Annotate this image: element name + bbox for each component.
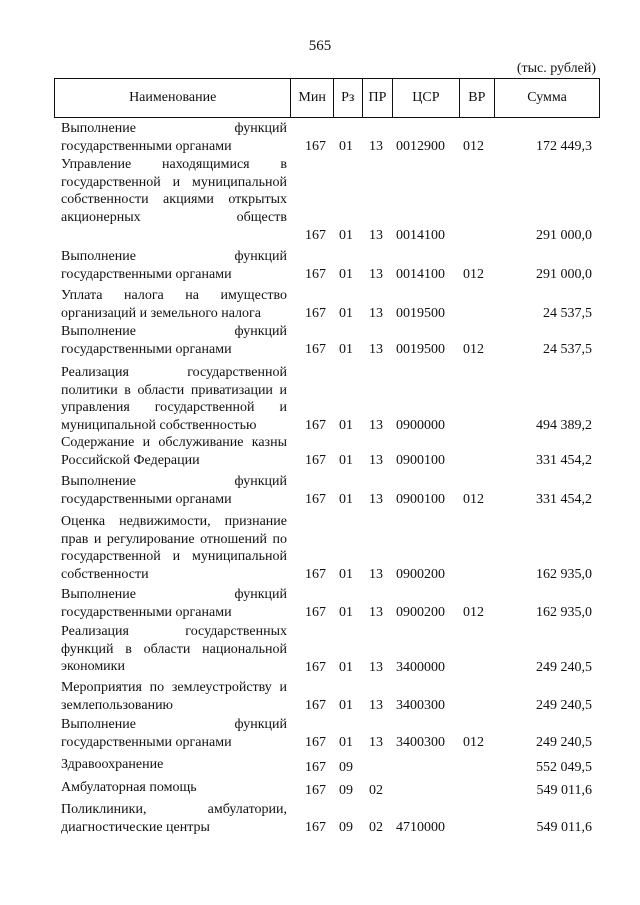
row-rz: 01 (339, 697, 353, 713)
row-min: 167 (305, 566, 326, 582)
row-pr: 13 (369, 604, 383, 620)
row-pr: 02 (369, 819, 383, 835)
row-min: 167 (305, 341, 326, 357)
table-row (0, 156, 640, 244)
row-pr: 02 (369, 782, 383, 798)
row-sum: 249 240,5 (536, 697, 592, 713)
table-row (0, 716, 640, 751)
row-name: Мероприятия по землеустройству и землепользованию (61, 680, 287, 713)
row-pr: 13 (369, 491, 383, 507)
row-min: 167 (305, 417, 326, 433)
row-name: Выполнение функций государственными органами (61, 587, 287, 620)
row-name: Выполнение функций государственными органами (61, 474, 287, 507)
row-csr: 0014100 (396, 227, 445, 243)
row-rz: 01 (339, 341, 353, 357)
row-min: 167 (305, 452, 326, 468)
row-csr: 4710000 (396, 819, 445, 835)
table-row (0, 623, 640, 676)
row-rz: 01 (339, 417, 353, 433)
row-vr: 012 (463, 266, 484, 282)
row-min: 167 (305, 305, 326, 321)
table-row (0, 287, 640, 322)
row-csr: 0900000 (396, 417, 445, 433)
row-csr: 0019500 (396, 341, 445, 357)
row-rz: 01 (339, 734, 353, 750)
row-vr: 012 (463, 491, 484, 507)
row-name: Выполнение функций государственными органами (61, 717, 287, 750)
row-rz: 01 (339, 138, 353, 154)
row-rz: 01 (339, 227, 353, 243)
row-pr: 13 (369, 452, 383, 468)
header-vr: ВР (459, 79, 495, 117)
table-row (0, 801, 640, 836)
row-min: 167 (305, 759, 326, 775)
row-csr: 0900200 (396, 604, 445, 620)
row-min: 167 (305, 819, 326, 835)
row-min: 167 (305, 734, 326, 750)
page-number: 565 (308, 38, 332, 54)
header-csr: ЦСР (392, 79, 458, 117)
row-sum: 549 011,6 (536, 819, 592, 835)
table-row (0, 513, 640, 583)
row-name: Амбулаторная помощь (61, 780, 197, 795)
header-min: Мин (290, 79, 333, 117)
row-pr: 13 (369, 341, 383, 357)
row-min: 167 (305, 604, 326, 620)
row-sum: 331 454,2 (536, 452, 592, 468)
row-min: 167 (305, 266, 326, 282)
row-rz: 01 (339, 659, 353, 675)
row-min: 167 (305, 697, 326, 713)
row-sum: 249 240,5 (536, 659, 592, 675)
row-min: 167 (305, 782, 326, 798)
row-rz: 01 (339, 305, 353, 321)
row-name: Содержание и обслуживание казны Российской Федерации (61, 435, 287, 468)
row-name: Выполнение функций государственными органами (61, 121, 287, 154)
table-row (0, 248, 640, 283)
table-row (0, 756, 640, 776)
table-row (0, 434, 640, 469)
header-name: Наименование (129, 90, 217, 105)
row-sum: 291 000,0 (536, 227, 592, 243)
row-csr: 0019500 (396, 305, 445, 321)
header-sum: Сумма (494, 79, 599, 117)
row-name: Оценка недвижимости, признание прав и регулирование отношений по государственной и муниципальной собственности (61, 514, 287, 582)
row-rz: 01 (339, 566, 353, 582)
row-pr: 13 (369, 697, 383, 713)
table-row (0, 679, 640, 714)
row-csr: 0900200 (396, 566, 445, 582)
row-rz: 09 (339, 759, 353, 775)
row-sum: 494 389,2 (536, 417, 592, 433)
row-sum: 249 240,5 (536, 734, 592, 750)
row-csr: 0014100 (396, 266, 445, 282)
table-row (0, 473, 640, 508)
table-row (0, 323, 640, 358)
row-sum: 331 454,2 (536, 491, 592, 507)
row-rz: 09 (339, 782, 353, 798)
header-pr: ПР (362, 79, 393, 117)
row-sum: 552 049,5 (536, 759, 592, 775)
row-name: Управление находящимися в государственной и муниципальной собственности акциями открытых акционерных обществ (61, 157, 287, 225)
row-vr: 012 (463, 138, 484, 154)
header-rz: Рз (333, 79, 362, 117)
row-vr: 012 (463, 341, 484, 357)
row-pr: 13 (369, 305, 383, 321)
row-sum: 162 935,0 (536, 604, 592, 620)
row-min: 167 (305, 491, 326, 507)
table-header (54, 78, 600, 118)
table-row (0, 586, 640, 621)
row-pr: 13 (369, 227, 383, 243)
row-pr: 13 (369, 734, 383, 750)
row-pr: 13 (369, 138, 383, 154)
units-label: (тыс. рублей) (516, 61, 596, 76)
row-csr: 3400300 (396, 697, 445, 713)
row-min: 167 (305, 659, 326, 675)
row-sum: 549 011,6 (536, 782, 592, 798)
row-name: Поликлиники, амбулатории, диагностические центры (61, 802, 287, 835)
row-csr: 0900100 (396, 452, 445, 468)
row-sum: 291 000,0 (536, 266, 592, 282)
row-name: Реализация государственных функций в области национальной экономики (61, 624, 287, 674)
row-rz: 01 (339, 452, 353, 468)
row-pr: 13 (369, 566, 383, 582)
row-name: Реализация государственной политики в области приватизации и управления государственной и муниципальной собственностью (61, 365, 287, 433)
row-rz: 09 (339, 819, 353, 835)
row-name: Выполнение функций государственными органами (61, 324, 287, 357)
row-min: 167 (305, 227, 326, 243)
row-vr: 012 (463, 604, 484, 620)
row-csr: 3400000 (396, 659, 445, 675)
row-pr: 13 (369, 266, 383, 282)
row-vr: 012 (463, 734, 484, 750)
table-row (0, 364, 640, 434)
table-row (0, 779, 640, 799)
row-pr: 13 (369, 659, 383, 675)
row-name: Здравоохранение (61, 757, 164, 772)
row-min: 167 (305, 138, 326, 154)
row-csr: 0012900 (396, 138, 445, 154)
row-sum: 24 537,5 (543, 341, 592, 357)
row-sum: 172 449,3 (536, 138, 592, 154)
row-sum: 24 537,5 (543, 305, 592, 321)
row-rz: 01 (339, 491, 353, 507)
row-rz: 01 (339, 604, 353, 620)
row-pr: 13 (369, 417, 383, 433)
table-row (0, 120, 640, 155)
row-name: Выполнение функций государственными органами (61, 249, 287, 282)
row-csr: 3400300 (396, 734, 445, 750)
row-sum: 162 935,0 (536, 566, 592, 582)
row-name: Уплата налога на имущество организаций и земельного налога (61, 288, 287, 321)
row-csr: 0900100 (396, 491, 445, 507)
row-rz: 01 (339, 266, 353, 282)
